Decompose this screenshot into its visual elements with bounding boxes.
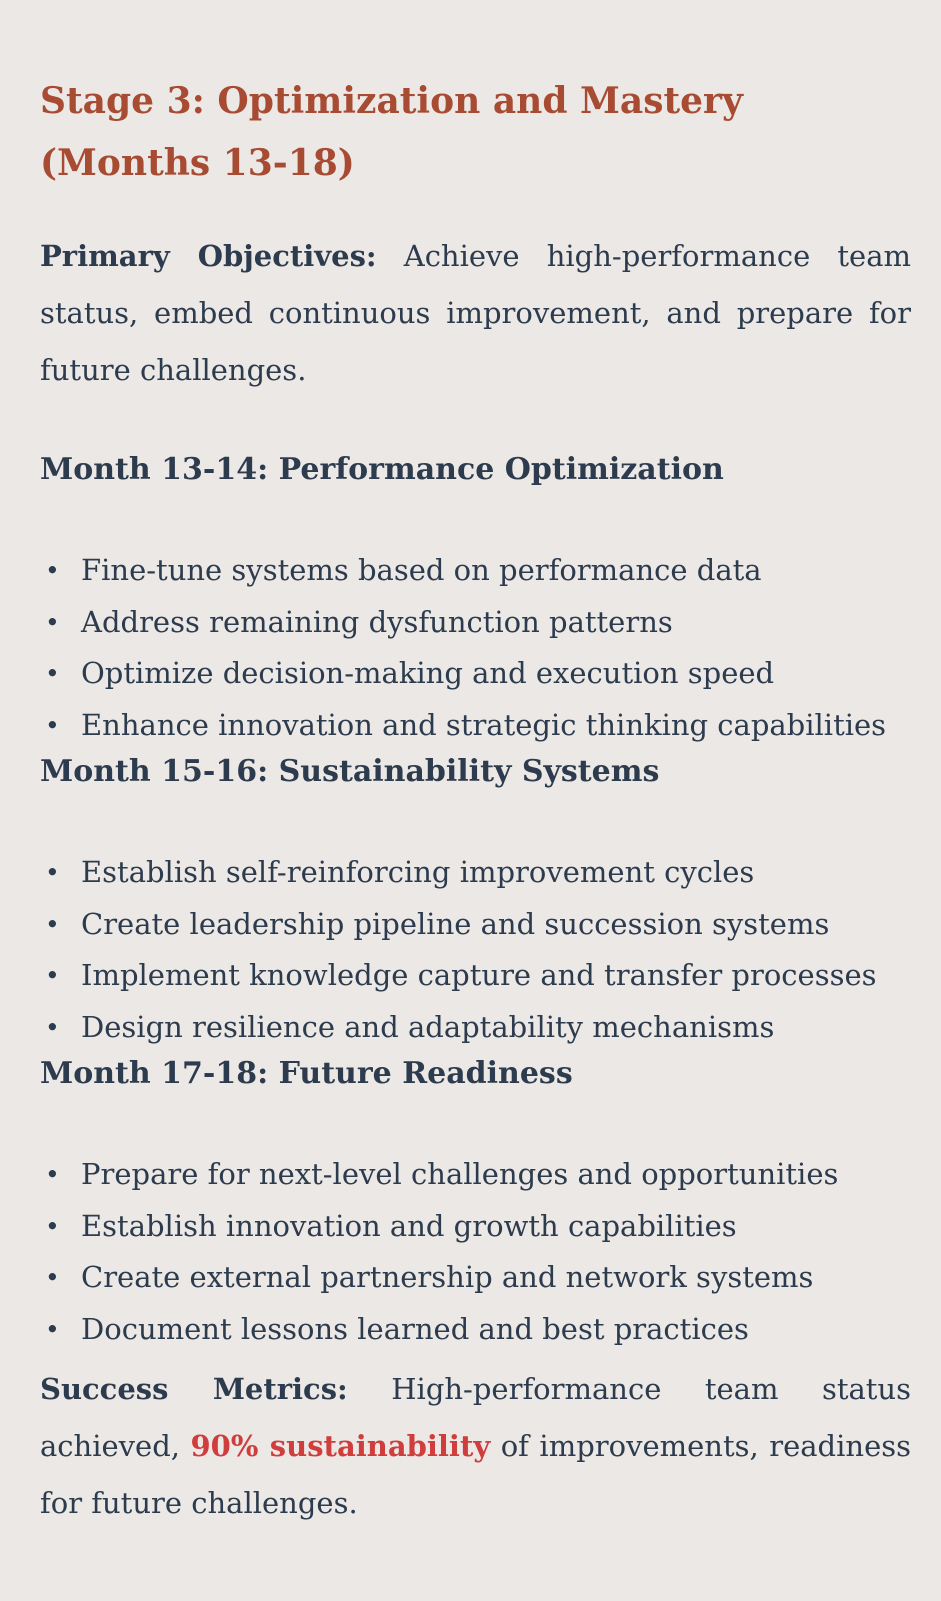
success-metrics-text-after: of improvements, readiness for future challenges.: [40, 1429, 911, 1520]
list-item: [45, 597, 911, 649]
list-item-text: Prepare for next-level challenges and opportunities: [81, 1157, 839, 1191]
list-item-text: Optimize decision-making and execution speed: [81, 656, 775, 690]
success-metrics-text-before: High-performance team status achieved,: [40, 1372, 911, 1463]
month-heading-15-16: Month 15-16: Sustainability Systems: [40, 754, 660, 789]
list-item: [45, 950, 911, 1002]
bullet-icon: •: [45, 607, 60, 637]
list-item: [45, 1304, 911, 1356]
bullet-icon: •: [45, 1012, 60, 1042]
list-item: [45, 1201, 911, 1253]
bullet-icon: •: [45, 961, 60, 990]
bullet-icon: •: [45, 556, 60, 585]
bullet-icon: •: [45, 1314, 60, 1344]
month-heading-17-18: Month 17-18: Future Readiness: [40, 1056, 573, 1091]
month-heading-13-14: Month 13-14: Performance Optimization: [40, 452, 724, 487]
bullet-icon: •: [45, 909, 60, 939]
list-item: [45, 700, 911, 752]
list-item: [45, 899, 911, 951]
success-metrics-paragraph: [40, 1361, 911, 1532]
list-item-text: Establish innovation and growth capabilities: [81, 1208, 737, 1243]
list-item-text: Design resilience and adaptability mechanisms: [81, 1009, 775, 1044]
primary-objectives-label: Primary Objectives:: [40, 239, 377, 273]
bullet-icon: •: [45, 1211, 60, 1241]
list-item-text: Enhance innovation and strategic thinking capabilities: [81, 707, 887, 742]
primary-objectives-paragraph: [40, 228, 911, 399]
list-item: [45, 545, 911, 597]
list-item: [45, 1002, 911, 1054]
list-item: [45, 1149, 911, 1201]
list-item: [45, 648, 911, 700]
list-item-text: Address remaining dysfunction patterns: [81, 604, 673, 639]
bullet-icon: •: [45, 710, 60, 740]
month-17-18-list: [40, 1149, 911, 1355]
list-item-text: Establish self-reinforcing improvement cycles: [81, 855, 755, 889]
success-metrics-label: Success Metrics:: [40, 1372, 348, 1406]
bullet-icon: •: [45, 1160, 60, 1189]
month-15-16-list: [40, 847, 911, 1053]
list-item-text: Fine-tune systems based on performance data: [81, 553, 762, 587]
list-item: [45, 1252, 911, 1304]
list-item: [45, 847, 911, 899]
primary-objectives-text: Achieve high-performance team status, embed continuous improvement, and prepare for future challenges.: [40, 239, 911, 387]
list-item-text: Create external partnership and network systems: [81, 1260, 814, 1294]
bullet-icon: •: [45, 1263, 60, 1292]
stage-title: Stage 3: Optimization and Mastery (Months 13-18): [40, 80, 743, 184]
bullet-icon: •: [45, 858, 60, 887]
list-item-text: Create leadership pipeline and succession systems: [81, 906, 830, 941]
sustainability-highlight: 90% sustainability: [190, 1429, 491, 1463]
list-item-text: Implement knowledge capture and transfer processes: [81, 958, 877, 992]
list-item-text: Document lessons learned and best practices: [81, 1311, 749, 1346]
month-13-14-list: [40, 545, 911, 751]
bullet-icon: •: [45, 659, 60, 688]
